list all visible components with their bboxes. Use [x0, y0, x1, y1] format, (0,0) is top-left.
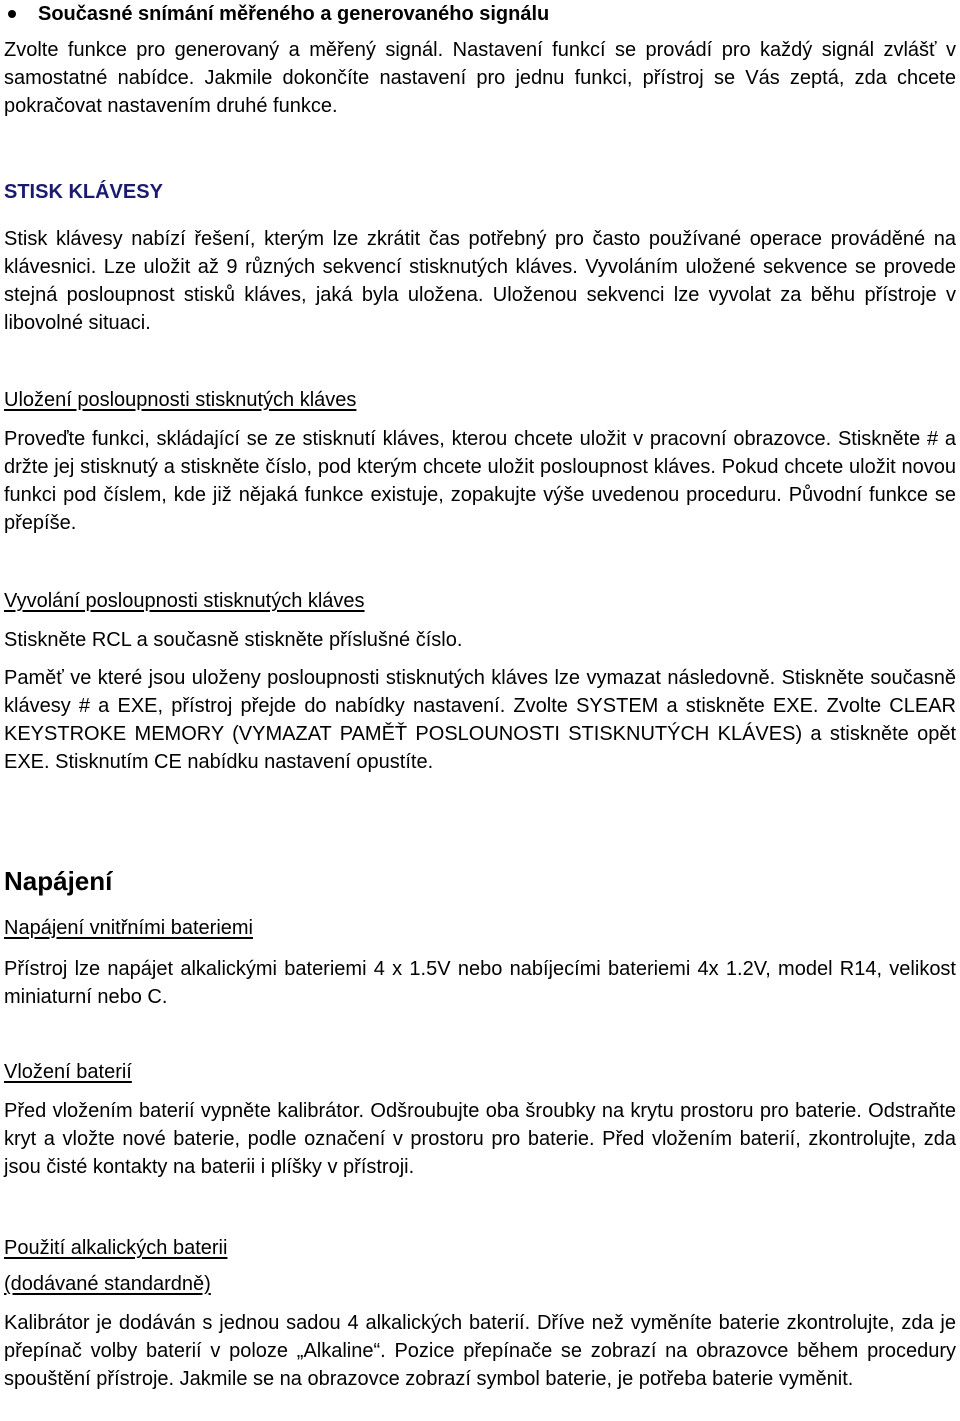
bullet-icon — [8, 10, 16, 18]
current-signal-paragraph: Zvolte funkce pro generovaný a měřený signál. Nastavení funkcí se provádí pro každý signál zvlášť v samostatné nabídce. Jakmile dokončíte nastavení pro jednu funkci, přístroj se Vás zeptá, zda chcete pokračovat nastavením druhé funkce. — [4, 39, 956, 117]
recall-sequence-heading: Vyvolání posloupnosti stisknutých kláves — [4, 590, 365, 612]
keystroke-heading: STISK KLÁVESY — [4, 181, 163, 203]
current-signal-heading: Současné snímání měřeného a generovaného signálu — [38, 3, 550, 25]
recall-sequence-paragraph-1: Stiskněte RCL a současně stiskněte příslušné číslo. — [4, 629, 463, 651]
store-sequence-paragraph: Proveďte funkci, skládající se ze stisknutí kláves, kterou chcete uložit v pracovní obrazovce. Stiskněte # a držte jej stisknutý a stiskněte číslo, pod kterým chcete uložit posloupnost kláves. Pokud chcete uložit novou funkci pod číslem, kde již nějaká funkce existuje, zopakujte výše uvedenou proceduru. Původní funkce se přepíše. — [4, 428, 956, 534]
store-sequence-heading: Uložení posloupnosti stisknutých kláves — [4, 389, 357, 411]
insert-batteries-heading: Vložení baterií — [4, 1061, 132, 1083]
alkaline-batteries-paragraph: Kalibrátor je dodáván s jednou sadou 4 alkalických baterií. Dříve než vyměníte baterie zkontrolujte, zda je přepínač volby baterií v poloze „Alkaline“. Pozice přepínače se zobrazí na obrazovce během procedury spouštění přístroje. Jakmile se na obrazovce zobrazí symbol baterie, je potřeba baterie vyměnit. — [4, 1312, 956, 1390]
keystroke-paragraph: Stisk klávesy nabízí řešení, kterým lze zkrátit čas potřebný pro často používané operace prováděné na klávesnici. Lze uložit až 9 různých sekvencí stisknutých kláves. Vyvoláním uložené sekvence se provede stejná posloupnost stisků kláves, jaká byla uložena. Uloženou sekvenci lze vyvolat za běhu přístroje v libovolné situaci. — [4, 228, 956, 334]
power-heading: Napájení — [4, 866, 113, 896]
recall-sequence-paragraph-2: Paměť ve které jsou uloženy posloupnosti stisknutých kláves lze vymazat následovně. Stiskněte současně klávesy # a EXE, přístroj přejde do nabídky nastavení. Zvolte SYSTEM a stiskněte EXE. Zvolte CLEAR KEYSTROKE MEMORY (VYMAZAT PAMĚŤ POSLOUNOSTI STISKNUTÝCH KLÁVES) a stiskněte opět EXE. Stisknutím CE nabídku nastavení opustíte. — [4, 667, 956, 773]
insert-batteries-paragraph: Před vložením baterií vypněte kalibrátor. Odšroubujte oba šroubky na krytu prostoru pro baterie. Odstraňte kryt a vložte nové baterie, podle označení v prostoru pro baterie. Před vložením baterií, zkontrolujte, zda jsou čisté kontakty na baterii i plíšky v přístroji. — [4, 1100, 956, 1178]
bullet-heading-row — [4, 0, 956, 28]
internal-batteries-paragraph: Přístroj lze napájet alkalickými bateriemi 4 x 1.5V nebo nabíjecími bateriemi 4x 1.2V, model R14, velikost miniaturní nebo C. — [4, 958, 956, 1008]
internal-batteries-heading: Napájení vnitřními bateriemi — [4, 917, 253, 939]
alkaline-batteries-heading: Použití alkalických baterii — [4, 1237, 228, 1259]
alkaline-batteries-subheading: (dodávané standardně) — [4, 1273, 211, 1295]
